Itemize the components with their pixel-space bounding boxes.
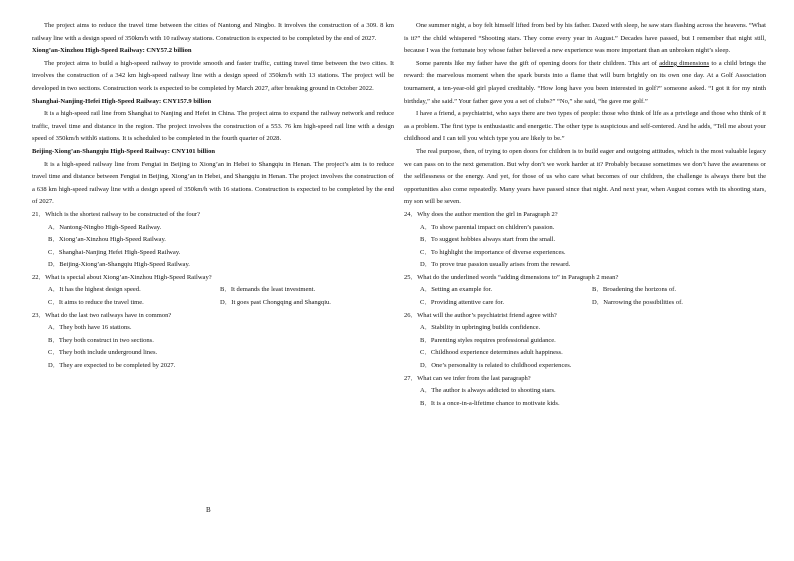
underlined-phrase: adding dimensions bbox=[659, 59, 710, 67]
page-marker: B bbox=[206, 506, 211, 514]
option: D．Narrowing the possibilities of. bbox=[592, 299, 683, 307]
section-heading: Beijing-Xiong’an-Shangqiu High-Speed Railway: CNY101 billion bbox=[32, 147, 215, 155]
option: B．It demands the least investment. bbox=[220, 286, 316, 294]
option: C．To highlight the importance of diverse experiences. bbox=[420, 248, 566, 256]
paragraph: The project aims to build a high-speed railway to provide smooth and faster traffic, cutting travel time between the two cities. It involves the construction of a 342 km high-speed railway line with a design speed of 350km/h with 13 stations. The project will be developed in two sections. Construction work is expected to be completed by March 2027, after breaking ground in October 2022. bbox=[32, 59, 394, 92]
option: A．The author is always addicted to shooting stars. bbox=[420, 387, 556, 395]
paragraph-text: to a child brings the reward: the marvelous moment when the spark bursts into a flame that will burn brightly on its own one day. At a Golf Association tournament, a ten-year-old girl played creditably. “How long have you been interested in golf?” someone asked. “I got it for my ninth birthday,” she said.” Your father gave you a set of clubs?” “No,” she said, “he gave me golf.” bbox=[404, 59, 767, 105]
option: C．It aims to reduce the travel time. bbox=[48, 299, 144, 307]
section-heading: Shanghai-Nanjing-Hefei High-Speed Railway: CNY157.9 billion bbox=[32, 97, 212, 105]
question-26: 26．What will the author’s psychiatrist friend agree with? bbox=[404, 311, 557, 319]
paragraph: It is a high-speed railway line from Fengtai in Beijing to Xiong’an in Hebei to Shangqiu in Henan. The project’s aim is to reduce travel time and distance between Fengtai in Beijing, Xiong’an in Hebei, and Shangqiu in Henan. The project involves the construction of a 638 km high-speed railway line with a design speed of 350km/h with 16 stations. Construction is expected to be completed by the end of 2027. bbox=[32, 160, 394, 206]
paragraph: The project aims to reduce the travel time between the cities of Nantong and Ningbo. It involves the construction of a 309. 8 km railway line with a design speed of 350km/h with 10 railway stations. Construction is expected to be completed by the end of 2027. bbox=[32, 22, 394, 42]
option: D．Beijing-Xiong’an-Shangqiu High-Speed Railway. bbox=[48, 261, 190, 269]
right-column bbox=[404, 20, 766, 410]
option: B．To suggest hobbies always start from the small. bbox=[420, 236, 556, 244]
paragraph: The real purpose, then, of trying to open doors for children is to build eager and outgoing attitudes, which is the most valuable legacy we can pass on to the next generation. But why don’t we work harder at it? Probably because sometimes we don’t have the awareness or the selflessness or the energy. And yet, for those of us who care what becomes of our children, the challenge is always there but the opportunities also come repeatedly. Many years have passed since that night. And next year, when August comes with its shooting stars, my son will be seven. bbox=[404, 147, 766, 206]
option: D．One’s personality is related to childhood experiences. bbox=[420, 362, 572, 370]
option: A．It has the highest design speed. bbox=[48, 286, 141, 294]
option-row bbox=[48, 297, 394, 310]
paragraph: I have a friend, a psychiatrist, who says there are two types of people: those who think of life as a privilege and those who think of it as a problem. The first type is enthusiastic and energetic. The other type is suspicious and self-centered. And he adds, “Tell me about your childhood and I can tell you which type you are likely to be.” bbox=[404, 110, 766, 143]
question-25: 25．What do the underlined words “adding dimensions to” in Paragraph 2 mean? bbox=[404, 273, 619, 281]
question-22: 22．What is special about Xiong’an-Xinzhou High-Speed Railway? bbox=[32, 273, 212, 281]
option: B．It is a once-in-a-lifetime chance to motivate kids. bbox=[420, 399, 560, 407]
option: B．Parenting styles requires professional guidance. bbox=[420, 336, 556, 344]
option: A．They both have 16 stations. bbox=[48, 324, 132, 332]
question-23: 23．What do the last two railways have in common? bbox=[32, 311, 172, 319]
paragraph bbox=[404, 58, 766, 108]
option: D．They are expected to be completed by 2027. bbox=[48, 362, 176, 370]
section-heading: Xiong’an-Xinzhou High-Speed Railway: CNY57.2 billion bbox=[32, 47, 192, 55]
option: C．Providing attentive care for. bbox=[420, 299, 504, 307]
option: C．They both include underground lines. bbox=[48, 349, 158, 357]
paragraph: It is a high-speed rail line from Shanghai to Nanjing and Hefei in China. The project aims to expand the railway network and reduce traffic, travel time and distance in the region. The project involves the construction of a 553. 76 km high-speed rail line with a design speed of 350km/h withl6 stations. It is scheduled to be completed in the fourth quarter of 2028. bbox=[32, 110, 394, 143]
option: D．It goes past Chongqing and Shangqiu. bbox=[220, 299, 331, 307]
option: C．Shanghai-Nanjing Hefei High-Speed Railway. bbox=[48, 248, 181, 256]
left-column bbox=[32, 20, 394, 373]
question-21: 21．Which is the shortest railway to be constructed of the four? bbox=[32, 210, 200, 218]
option: D．To prove true passion usually arises from the reward. bbox=[420, 261, 571, 269]
option-row bbox=[420, 297, 766, 310]
option: A．Stability in upbringing builds confidence. bbox=[420, 324, 541, 332]
question-24: 24．Why does the author mention the girl in Paragraph 2? bbox=[404, 210, 558, 218]
option-row bbox=[420, 284, 766, 297]
option-row bbox=[48, 284, 394, 297]
option: A．Nantong-Ningbo High-Speed Railway. bbox=[48, 223, 162, 231]
option: A．Setting an example for. bbox=[420, 286, 492, 294]
paragraph: One summer night, a boy felt himself lifted from bed by his father. Dazed with sleep, he saw stars flashing across the heavens. “What is it?” the child whispered “Shooting stars. They come every year in August.” Decades have passed, but I remember that night still, because I was the fortunate boy whose father believed a new experience was more important than an unbroken night’s sleep. bbox=[404, 22, 766, 55]
option: B．Xiong’an-Xinzhou High-Speed Railway. bbox=[48, 236, 166, 244]
question-27: 27．What can we infer from the last paragraph? bbox=[404, 374, 531, 382]
paragraph-text: Some parents like my father have the gift of opening doors for their children. This art of bbox=[416, 59, 660, 67]
option: B．Broadening the horizons of. bbox=[592, 286, 677, 294]
option: C．Childhood experience determines adult happiness. bbox=[420, 349, 563, 357]
option: B．They both construct in two sections. bbox=[48, 336, 154, 344]
option: A．To show parental impact on children’s passion. bbox=[420, 223, 555, 231]
